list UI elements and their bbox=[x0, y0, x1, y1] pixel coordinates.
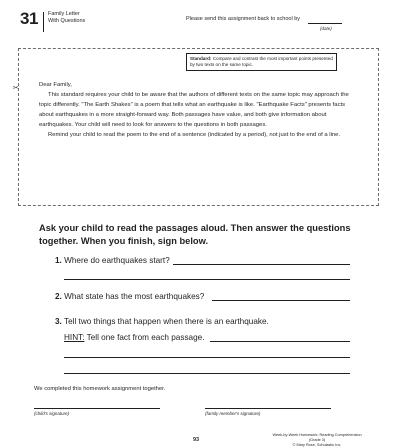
lesson-number: 31 bbox=[20, 9, 38, 28]
letter-paragraph-2: Remind your child to read the poem to the end of a sentence (indicated by a period), not just to the end of a line. bbox=[48, 132, 341, 139]
header-title-line-2: With Questions bbox=[48, 18, 86, 24]
hint bbox=[64, 333, 204, 342]
instructions: Ask your child to read the passages aloud. Then answer the questions together. When you finish, sign below. bbox=[39, 223, 351, 246]
letter-body bbox=[39, 80, 351, 141]
question-2-text: What state has the most earthquakes? bbox=[64, 292, 205, 301]
answer-line-3c[interactable] bbox=[64, 373, 350, 374]
header-title bbox=[48, 11, 85, 25]
question-1-number: 1. bbox=[55, 256, 62, 265]
question-2-number: 2. bbox=[55, 292, 62, 301]
answer-line-1a[interactable] bbox=[173, 264, 350, 265]
question-3-number: 3. bbox=[55, 317, 62, 326]
child-signature-line[interactable] bbox=[34, 408, 160, 409]
question-3 bbox=[55, 317, 269, 326]
hint-text: Tell one fact from each passage. bbox=[86, 333, 205, 342]
standard-label: Standard: bbox=[190, 56, 212, 61]
credit-line-1: Week-by-Week Homework: Reading Comprehension (Grade 3) bbox=[272, 433, 362, 442]
standard-box bbox=[186, 53, 337, 71]
letter-paragraph-1: This standard requires your child to be aware that the authors of different texts on the same topic may approach the topic differently. "The Earth Shakes" is a poem that tells what an earthquake is like. "Earthquake Facts" presents facts about earthquakes in a more straight-forward way. Both passages have value, and both give information about earthquakes. Your child will need to look for answers to the questions in both passages. bbox=[39, 92, 349, 129]
question-1-text: Where do earthquakes start? bbox=[64, 256, 170, 265]
family-signature-caption: (family member's signature) bbox=[205, 411, 261, 416]
letter-salutation: Dear Family, bbox=[39, 82, 72, 88]
scissors-icon: ✂ bbox=[13, 85, 19, 92]
answer-line-3a[interactable] bbox=[210, 341, 350, 342]
question-1 bbox=[55, 256, 170, 265]
family-signature-line[interactable] bbox=[205, 408, 331, 409]
hint-label: HINT: bbox=[64, 333, 85, 342]
send-back-instruction: Please send this assignment back to school by bbox=[186, 16, 301, 22]
answer-line-3b[interactable] bbox=[64, 357, 350, 358]
completion-statement: We completed this homework assignment together. bbox=[34, 386, 166, 392]
question-2 bbox=[55, 292, 204, 301]
date-caption: (date) bbox=[320, 26, 332, 31]
credit-line-2: © Mary Rose, Scholastic Inc. bbox=[292, 442, 342, 447]
header-divider bbox=[43, 12, 44, 32]
page-number: 93 bbox=[193, 437, 200, 443]
question-3-text: Tell two things that happen when there is an earthquake. bbox=[63, 317, 269, 326]
header-title-line-1: Family Letter bbox=[48, 11, 80, 17]
standard-text: Compare and contrast the most important points presented by two texts on the same topic. bbox=[190, 56, 333, 67]
answer-line-2[interactable] bbox=[212, 300, 350, 301]
answer-line-1b[interactable] bbox=[64, 279, 350, 280]
child-signature-caption: (child's signature) bbox=[34, 411, 70, 416]
date-blank-line[interactable] bbox=[308, 23, 342, 24]
